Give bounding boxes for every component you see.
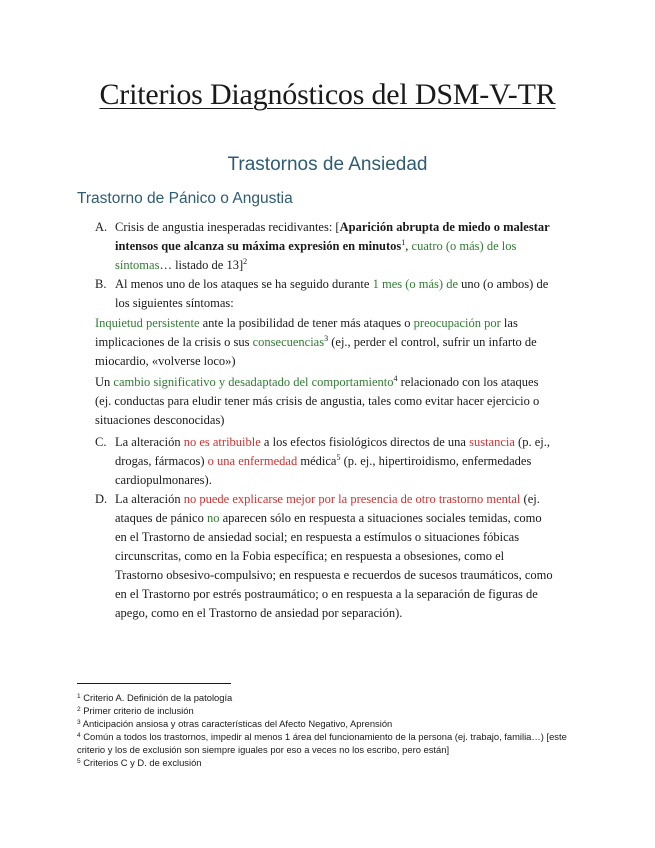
- footnote-text: Anticipación ansiosa y otras características del Afecto Negativo, Aprensión: [80, 718, 393, 729]
- footnote-item: [77, 717, 577, 730]
- paragraph-text: ante la posibilidad de tener más ataques o: [199, 316, 414, 330]
- footnote-number: 2: [77, 706, 81, 713]
- criterion-text: ,: [405, 239, 412, 253]
- section-heading: Trastornos de Ansiedad: [227, 154, 428, 175]
- highlight-green: cambio significativo y desadaptado del comportamiento: [113, 375, 394, 389]
- criterion-d: [95, 490, 555, 623]
- footnote-item: [77, 730, 577, 756]
- footnote-text: Común a todos los trastornos, impedir al menos 1 área del funcionamiento de la persona (ej. trabajo, familia…) [este criterio y los de exclusión son siempre iguales por eso a veces no los escribo, pero están]: [77, 731, 567, 755]
- footnote-number: 5: [77, 758, 81, 765]
- footnote-ref[interactable]: 1: [401, 238, 406, 247]
- paragraph-text: Un: [95, 375, 114, 389]
- paragraph-text: las implicaciones de la crisis o sus: [95, 316, 518, 349]
- highlight-red: no puede explicarse mejor por la presencia de otro trastorno mental: [183, 492, 521, 506]
- highlight-red: no es atribuible: [183, 435, 261, 449]
- criterion-text: (p. ej., hipertiroidismo, enfermedades cardiopulmonares).: [115, 454, 532, 487]
- criterion-b: [95, 275, 555, 313]
- criteria-list-cd: [95, 433, 555, 623]
- criterion-marker: A.: [95, 220, 108, 234]
- paragraph-anticipation: [95, 314, 555, 371]
- highlight-green: consecuencias: [252, 335, 325, 349]
- document-title: Criterios Diagnósticos del DSM-V-TR: [99, 78, 556, 111]
- footnote-ref[interactable]: 2: [243, 257, 248, 266]
- footnote-number: 3: [77, 719, 81, 726]
- highlight-green: 1 mes (o más) de: [372, 277, 458, 291]
- subsection-heading: Trastorno de Pánico o Angustia: [77, 190, 293, 207]
- footnote-ref[interactable]: 5: [336, 453, 341, 462]
- highlight-green: no: [206, 511, 220, 525]
- highlight-green: Inquietud persistente: [95, 316, 200, 330]
- paragraph-behavior-change: [95, 373, 555, 430]
- highlight-red: o una enfermedad: [207, 454, 298, 468]
- criterion-text: Crisis de angustia inesperadas recidivantes: [: [115, 220, 340, 234]
- footnote-text: Primer criterio de inclusión: [80, 705, 194, 716]
- footnote-item: [77, 756, 577, 769]
- criterion-text: (p. ej., drogas, fármacos): [115, 435, 550, 468]
- criterion-text: (ej. ataques de pánico: [115, 492, 540, 525]
- criteria-list-ab: [95, 218, 555, 313]
- footnote-number: 4: [77, 732, 81, 739]
- highlight-green: cuatro (o más) de los síntomas: [115, 239, 517, 272]
- criterion-bold-text: Aparición abrupta de miedo o malestar intensos que alcanza su máxima expresión en minutos: [115, 220, 550, 253]
- criterion-text: … listado de 13]: [159, 258, 244, 272]
- criterion-text: médica: [297, 454, 337, 468]
- footnote-item: [77, 704, 577, 717]
- paragraph-text: relacionado con los ataques (ej. conductas para eludir tener más crisis de angustia, tales como evitar hacer ejercicio o situaciones desconocidas): [95, 375, 540, 427]
- criterion-text: aparecen sólo en respuesta a situaciones sociales temidas, como en el Trastorno de ansiedad social; en respuesta a estímulos o situaciones fóbicas circunscritas, como en la Fobia específica; en respuesta a obsesiones, como el Trastorno obsesivo-compulsivo; en respuesta e recuerdos de sucesos traumáticos, como en el Trastorno por estrés postraumático; o en respuesta a la separación de figuras de apego, como en el Trastorno de ansiedad por separación).: [115, 511, 553, 620]
- paragraph-text: (ej., perder el control, sufrir un infarto de miocardio, «volverse loco»): [95, 335, 537, 368]
- footnote-text: Criterios C y D. de exclusión: [80, 757, 202, 768]
- criterion-text: uno (o ambos) de los siguientes síntomas:: [115, 277, 549, 310]
- footnote-text: Criterio A. Definición de la patología: [80, 692, 233, 703]
- criterion-marker: D.: [95, 492, 108, 506]
- criterion-a: [95, 218, 555, 275]
- footnote-ref[interactable]: 4: [393, 374, 398, 383]
- footnote-number: 1: [77, 693, 81, 700]
- criterion-text: a los efectos fisiológicos directos de una: [260, 435, 470, 449]
- highlight-red: sustancia: [469, 435, 515, 449]
- footnote-ref[interactable]: 3: [324, 334, 329, 343]
- criterion-text: La alteración: [115, 492, 184, 506]
- highlight-green: preocupación por: [413, 316, 501, 330]
- footnote-separator: [77, 683, 231, 684]
- footnotes: [77, 691, 577, 769]
- criterion-text: Al menos uno de los ataques se ha seguido durante: [115, 277, 373, 291]
- criterion-text: La alteración: [115, 435, 184, 449]
- footnote-item: [77, 691, 577, 704]
- criterion-marker: B.: [95, 277, 107, 291]
- criterion-c: [95, 433, 555, 490]
- criterion-marker: C.: [95, 435, 107, 449]
